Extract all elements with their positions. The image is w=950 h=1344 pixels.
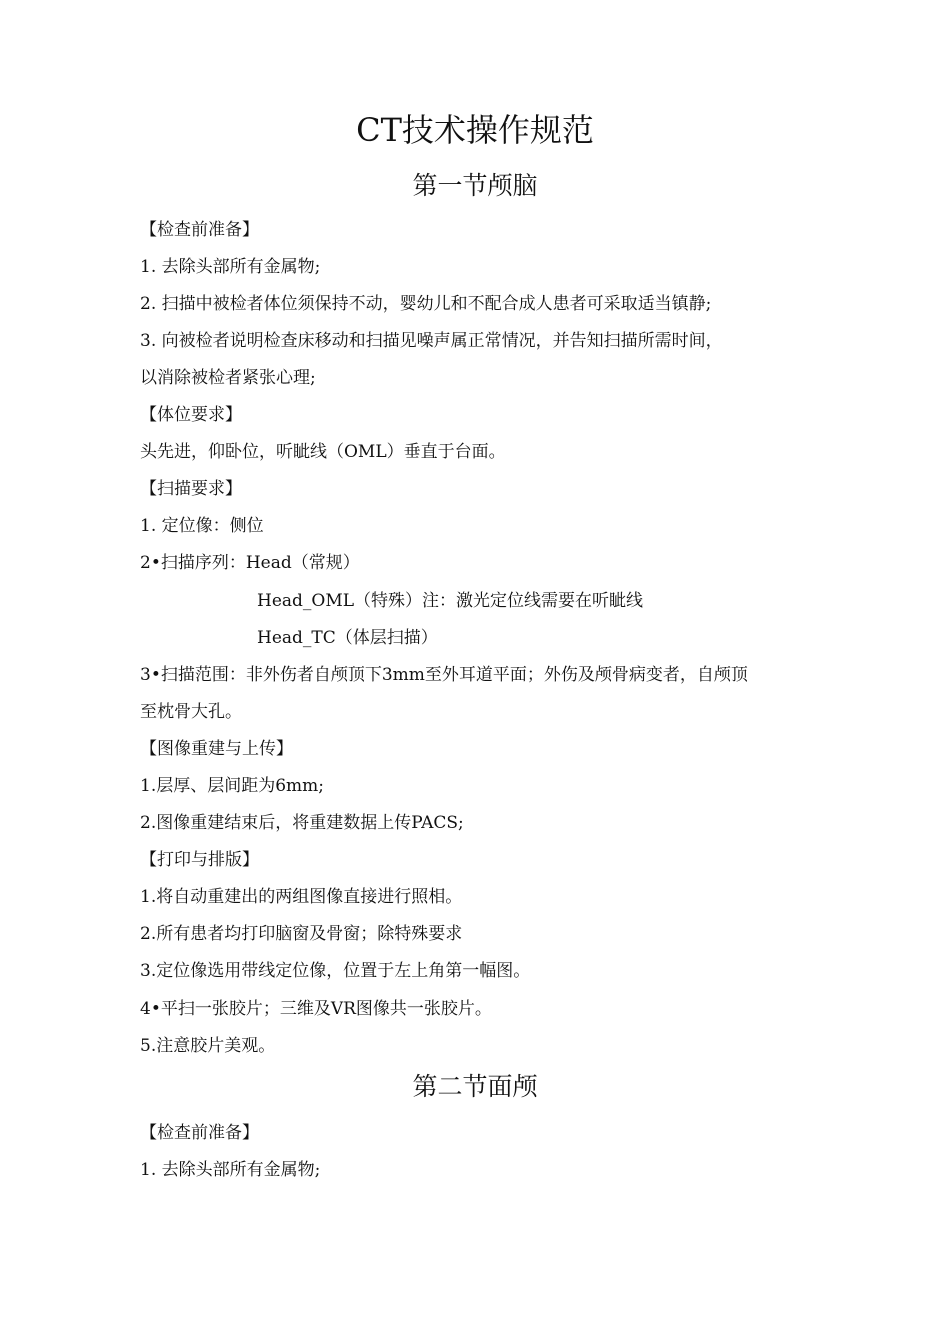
section1-title: 第一节颅脑	[412, 171, 538, 200]
section1-print-item-3: 3.定位像选用带线定位像，位置于左上角第一幅图。	[140, 961, 531, 981]
section2-prep-heading: 【检查前准备】	[140, 1123, 259, 1143]
section1-recon-item-2: 2.图像重建结束后，将重建数据上传PACS;	[140, 813, 464, 833]
section1-scan-item-2: 2•扫描序列：Head（常规）	[140, 553, 360, 573]
section1-scan-heading: 【扫描要求】	[140, 479, 242, 499]
section1-recon-item-1: 1.层厚、层间距为6mm;	[140, 776, 325, 796]
section1-recon-heading: 【图像重建与上传】	[140, 739, 293, 759]
section1-prep-item-3-cont: 以消除被检者紧张心理;	[140, 368, 316, 388]
section1-print-item-4: 4•平扫一张胶片；三维及VR图像共一张胶片。	[140, 999, 492, 1019]
section1-position-text: 头先进，仰卧位，听眦线（OML）垂直于台面。	[140, 442, 506, 462]
section1-prep-item-1: 1. 去除头部所有金属物;	[140, 257, 321, 277]
section1-scan-item-2-tc: Head_TC（体层扫描）	[257, 628, 438, 648]
section1-prep-heading: 【检查前准备】	[140, 220, 259, 240]
section1-position-heading: 【体位要求】	[140, 405, 242, 425]
section1-scan-item-3: 3•扫描范围：非外伤者自颅顶下3mm至外耳道平面；外伤及颅骨病变者，自颅顶	[140, 665, 748, 685]
section2-prep-item-1: 1. 去除头部所有金属物;	[140, 1160, 321, 1180]
section1-print-heading: 【打印与排版】	[140, 850, 259, 870]
section1-scan-item-2-oml: Head_OML（特殊）注：激光定位线需要在听眦线	[257, 591, 644, 611]
section1-prep-item-2: 2. 扫描中被检者体位须保持不动，婴幼儿和不配合成人患者可采取适当镇静;	[140, 294, 712, 314]
section1-print-item-1: 1.将自动重建出的两组图像直接进行照相。	[140, 887, 463, 907]
section1-prep-item-3: 3. 向被检者说明检查床移动和扫描见噪声属正常情况，并告知扫描所需时间，	[140, 331, 723, 351]
section1-scan-item-3-cont: 至枕骨大孔。	[140, 702, 242, 722]
section2-title: 第二节面颅	[412, 1072, 538, 1101]
section1-print-item-2: 2.所有患者均打印脑窗及骨窗；除特殊要求	[140, 924, 463, 944]
section1-scan-item-1: 1. 定位像：侧位	[140, 516, 264, 536]
section1-print-item-5: 5.注意胶片美观。	[140, 1036, 276, 1056]
document-title: CT技术操作规范	[356, 111, 594, 149]
